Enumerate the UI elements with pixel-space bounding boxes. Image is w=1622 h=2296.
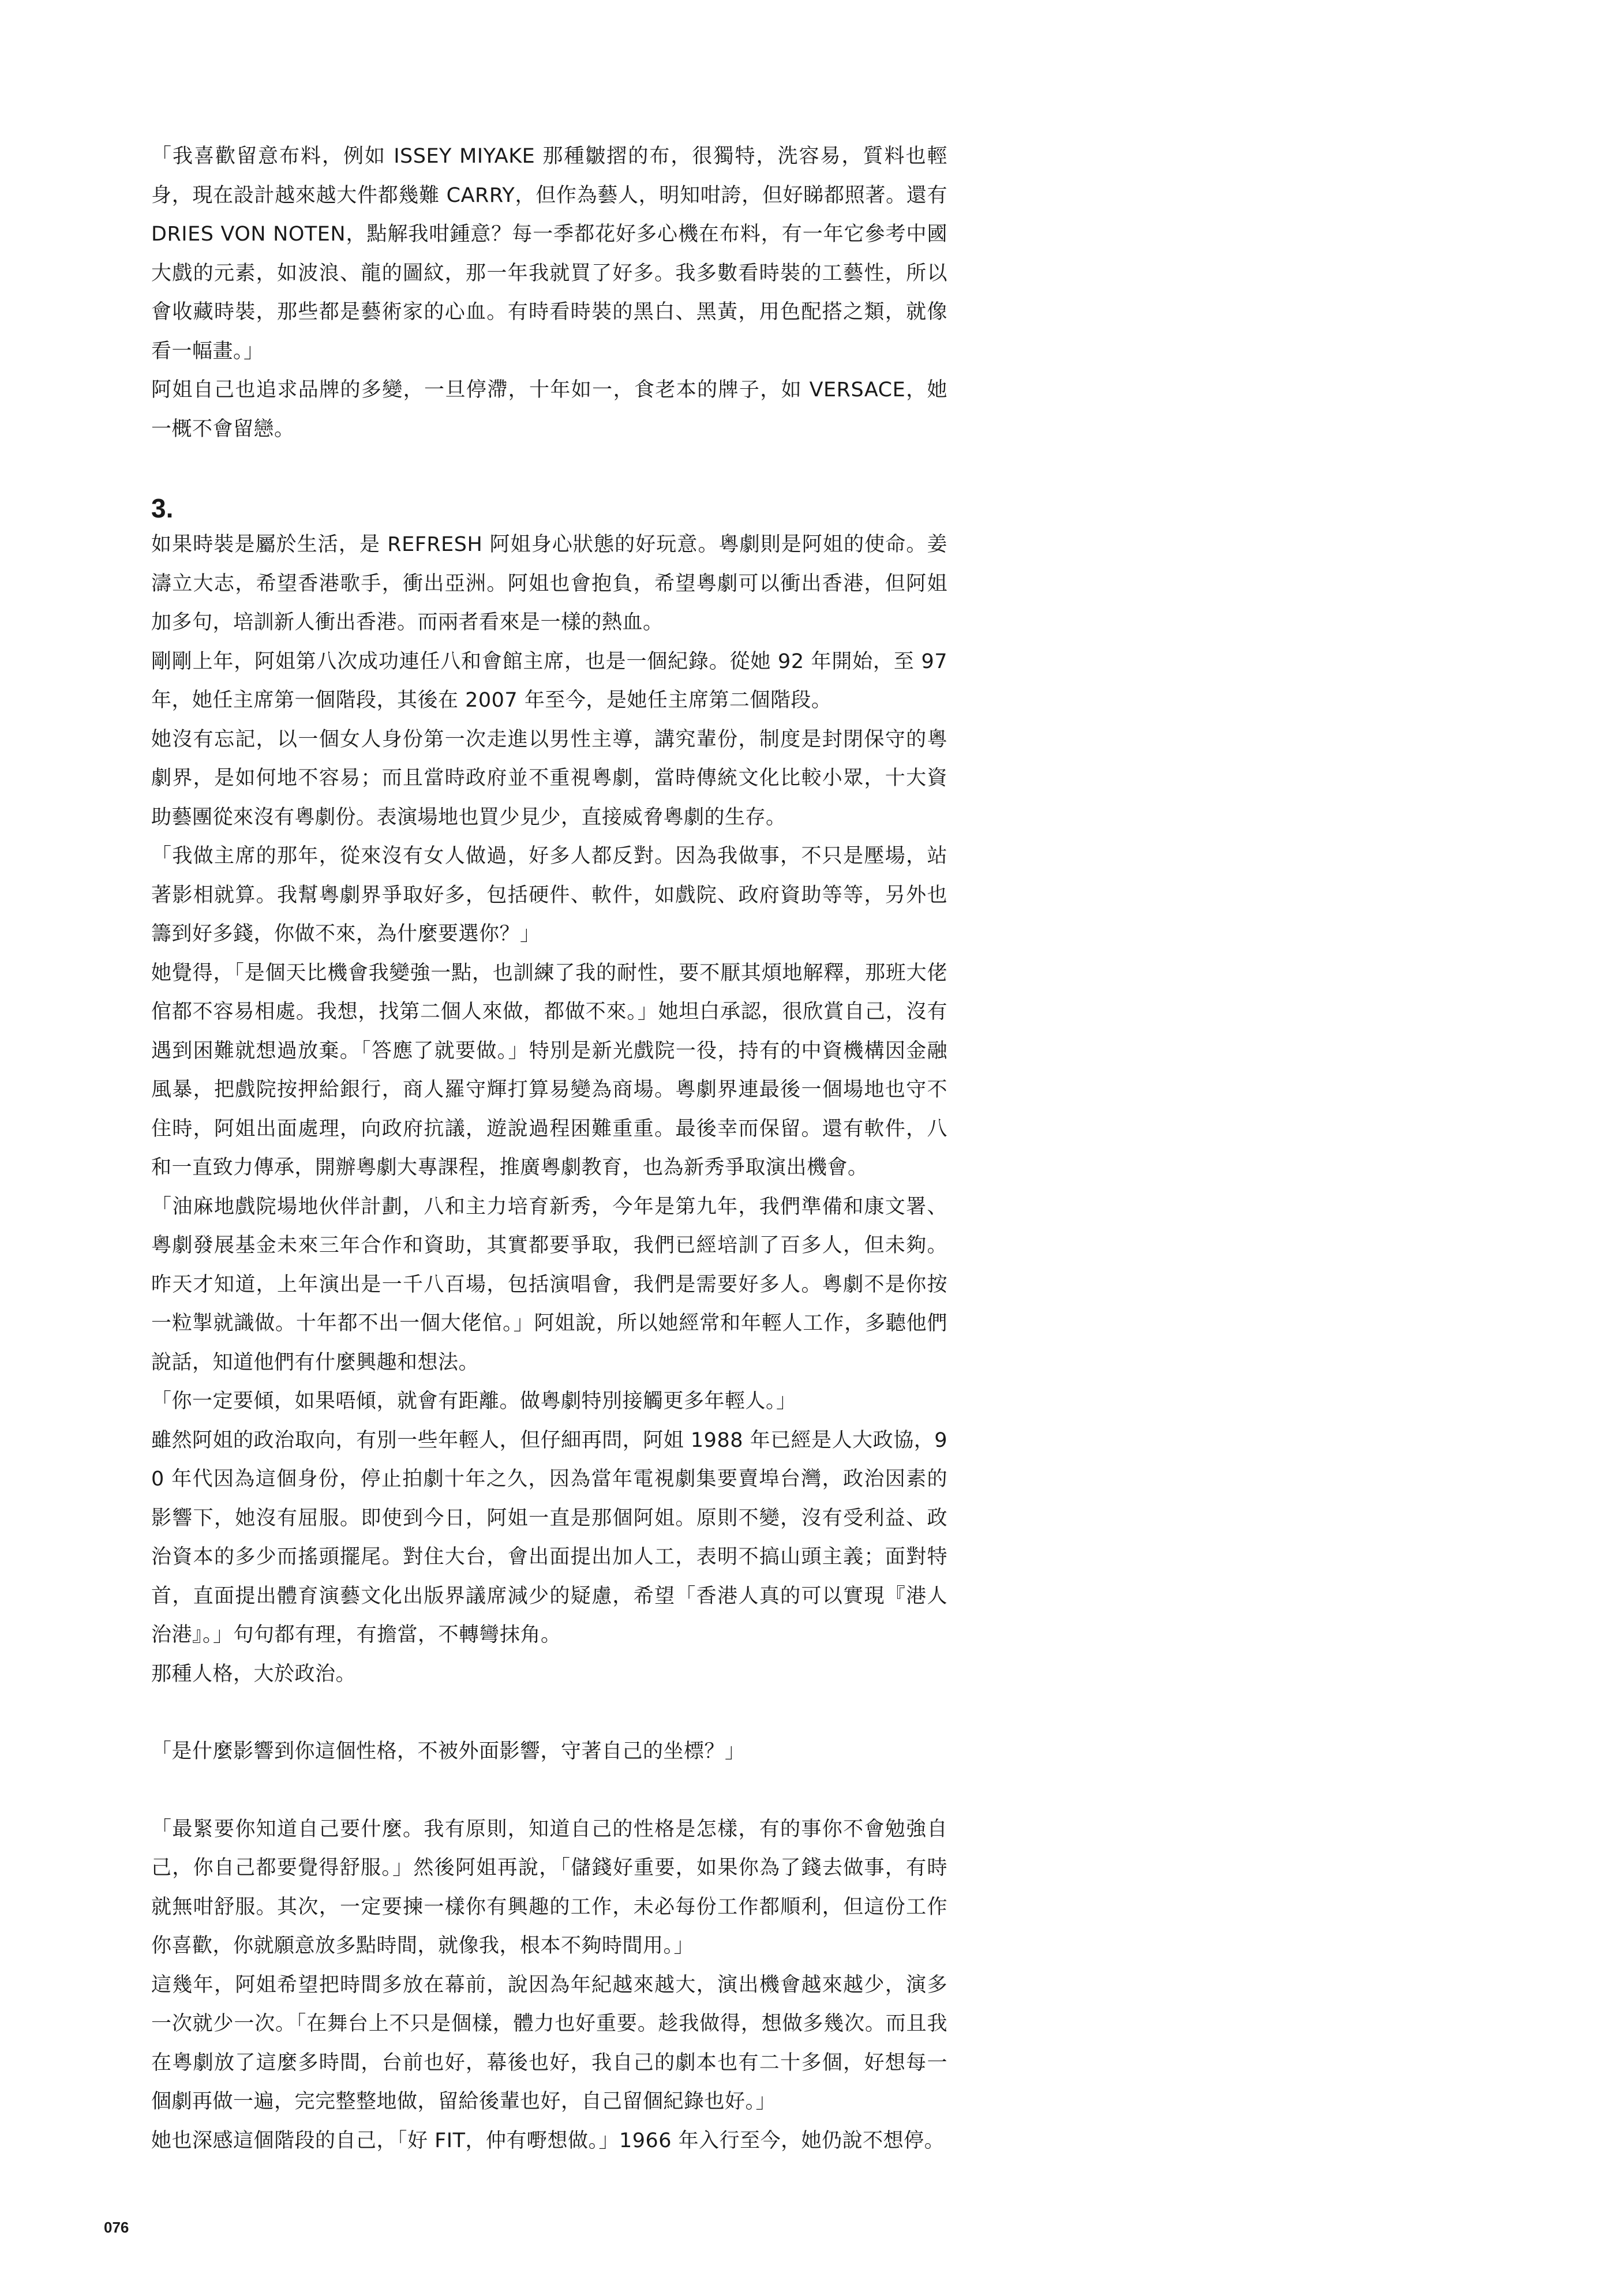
article-body: [151, 137, 947, 2160]
paragraph: 「你一定要傾，如果唔傾，就會有距離。做粵劇特別接觸更多年輕人。」: [151, 1390, 797, 1413]
spacer: [151, 449, 947, 487]
spacer: [151, 1694, 947, 1732]
paragraph: 「油麻地戲院場地伙伴計劃，八和主力培育新秀，今年是第九年，我們準備和康文署、粵劇發展基金未來三年合作和資助，其實都要爭取，我們已經培訓了百多人，但未夠。昨天才知道，上年演出是一千八百場，包括演唱會，我們是需要好多人。粵劇不是你按一粒掣就識做。十年都不出一個大佬倌。」阿姐說，所以她經常和年輕人工作，多聽他們說話，知道他們有什麼興趣和想法。: [151, 1195, 947, 1374]
interview-question: 「是什麼影響到你這個性格，不被外面影響，守著自己的坐標？」: [151, 1740, 746, 1763]
paragraph: 「我喜歡留意布料，例如 ISSEY MIYAKE 那種皺摺的布，很獨特，洗容易，質料也輕身，現在設計越來越大件都幾難 CARRY，但作為藝人，明知咁誇，但好睇都照著。還有 DRIES VON NOTEN，點解我咁鍾意？每一季都花好多心機在布料，有一年它參考中國大戲的元素，如波浪、龍的圖紋，那一年我就買了好多。我多數看時裝的工藝性，所以會收藏時裝，那些都是藝術家的心血。有時看時裝的黑白、黑黃，用色配搭之類，就像看一幅畫。」: [151, 145, 947, 363]
paragraph: 「最緊要你知道自己要什麼。我有原則，知道自己的性格是怎樣，有的事你不會勉強自己，你自己都要覺得舒服。」然後阿姐再說，「儲錢好重要，如果你為了錢去做事，有時就無咁舒服。其次，一定要揀一樣你有興趣的工作，未必每份工作都順利，但這份工作你喜歡，你就願意放多點時間，就像我，根本不夠時間用。」: [151, 1817, 947, 1957]
section-heading: 3.: [151, 493, 174, 523]
spacer: [151, 1772, 947, 1810]
paragraph: 她沒有忘記，以一個女人身份第一次走進以男性主導，講究輩份，制度是封閉保守的粵劇界，是如何地不容易；而且當時政府並不重視粵劇，當時傳統文化比較小眾，十大資助藝團從來沒有粵劇份。表演場地也買少見少，直接威脅粵劇的生存。: [151, 727, 947, 829]
page-number: 076: [104, 2219, 129, 2236]
paragraph: 雖然阿姐的政治取向，有別一些年輕人，但仔細再問，阿姐 1988 年已經是人大政協，90 年代因為這個身份，停止拍劇十年之久，因為當年電視劇集要賣埠台灣，政治因素的影響下，她沒有屈服。即使到今日，阿姐一直是那個阿姐。原則不變，沒有受利益、政治資本的多少而搖頭擺尾。對住大台，會出面提出加人工，表明不搞山頭主義；面對特首，直面提出體育演藝文化出版界議席減少的疑慮，希望「香港人真的可以實現『港人治港』。」句句都有理，有擔當，不轉彎抹角。: [151, 1428, 947, 1646]
paragraph: 剛剛上年，阿姐第八次成功連任八和會館主席，也是一個紀錄。從她 92 年開始，至 97 年，她任主席第一個階段，其後在 2007 年至今，是她任主席第二個階段。: [151, 650, 947, 712]
paragraph: 那種人格，大於政治。: [151, 1662, 357, 1686]
paragraph: 她覺得，「是個天比機會我變強一點，也訓練了我的耐性，要不厭其煩地解釋，那班大佬倌都不容易相處。我想，找第二個人來做，都做不來。」她坦白承認，很欣賞自己，沒有遇到困難就想過放棄。「答應了就要做。」特別是新光戲院一役，持有的中資機構因金融風暴，把戲院按押給銀行，商人羅守輝打算易變為商場。粵劇界連最後一個場地也守不住時，阿姐出面處理，向政府抗議，遊說過程困難重重。最後幸而保留。還有軟件，八和一直致力傳承，開辦粵劇大專課程，推廣粵劇教育，也為新秀爭取演出機會。: [151, 961, 947, 1179]
paragraph: 她也深感這個階段的自己，「好 FIT，仲有嘢想做。」1966 年入行至今，她仍說不想停。: [151, 2129, 945, 2152]
paragraph: 這幾年，阿姐希望把時間多放在幕前，說因為年紀越來越大，演出機會越來越少，演多一次就少一次。「在舞台上不只是個樣，體力也好重要。趁我做得，想做多幾次。而且我在粵劇放了這麼多時間，台前也好，幕後也好，我自己的劇本也有二十多個，好想每一個劇再做一遍，完完整整地做，留給後輩也好，自己留個紀錄也好。」: [151, 1973, 947, 2113]
paragraph: 阿姐自己也追求品牌的多變，一旦停滯，十年如一，食老本的牌子，如 VERSACE，她一概不會留戀。: [151, 378, 947, 441]
paragraph: 「我做主席的那年，從來沒有女人做過，好多人都反對。因為我做事，不只是壓場，站著影相就算。我幫粵劇界爭取好多，包括硬件、軟件，如戲院、政府資助等等，另外也籌到好多錢，你做不來，為什麼要選你？」: [151, 845, 947, 946]
paragraph: 如果時裝是屬於生活，是 REFRESH 阿姐身心狀態的好玩意。粵劇則是阿姐的使命。姜濤立大志，希望香港歌手，衝出亞洲。阿姐也會抱負，希望粵劇可以衝出香港，但阿姐加多句，培訓新人衝出香港。而兩者看來是一樣的熱血。: [151, 533, 947, 634]
